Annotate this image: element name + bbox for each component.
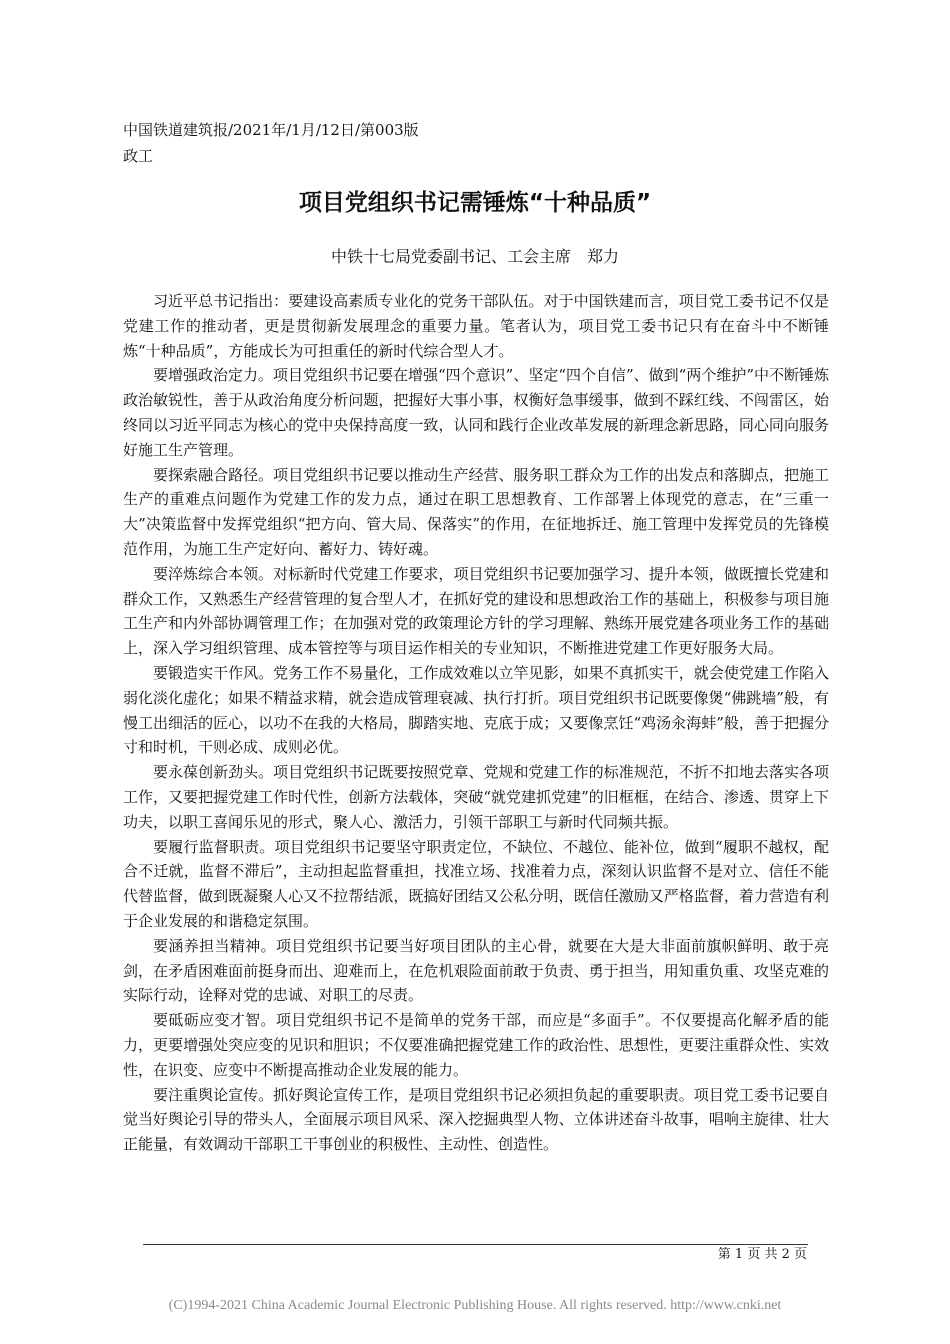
copyright-notice: (C)1994-2021 China Academic Journal Electronic Publishing House. All rights reserved. http://www.cnki.net	[168, 1298, 782, 1313]
paragraph: 要增强政治定力。项目党组织书记要在增强“四个意识”、坚定“四个自信”、做到“两个维护”中不断锤炼政治敏锐性，善于从政治角度分析问题，把握好大事小事，权衡好急事缓事，做到不踩红线、不闯雷区，始终同以习近平同志为核心的党中央保持高度一致，认同和践行企业改革发展的新理念新思路，同心同向服务好施工生产管理。	[123, 366, 830, 459]
section-label: 政工	[123, 147, 154, 165]
paragraph: 要永葆创新劲头。项目党组织书记既要按照党章、党规和党建工作的标准规范，不折不扣地去落实各项工作，又要把握党建工作时代性，创新方法载体，突破“就党建抓党建”的旧框框，在结合、渗透、贯穿上下功夫，以职工喜闻乐见的形式，聚人心、激活力，引领干部职工与新时代同频共振。	[123, 763, 829, 831]
article-author: 中铁十七局党委副书记、工会主席 郑力	[330, 247, 619, 266]
paragraph: 习近平总书记指出：要建设高素质专业化的党务干部队伍。对于中国铁建而言，项目党工委书记不仅是党建工作的推动者，更是贯彻新发展理念的重要力量。笔者认为，项目党工委书记只有在奋斗中不断锤炼“十种品质”，方能成长为可担重任的新时代综合型人才。	[123, 292, 829, 360]
source-citation: 中国铁道建筑报/2021年/1月/12日/第003版	[123, 121, 419, 139]
paragraph: 要淬炼综合本领。对标新时代党建工作要求，项目党组织书记要加强学习、提升本领，做既擅长党建和群众工作，又熟悉生产经营管理的复合型人才，在抓好党的建设和思想政治工作的基础上，积极参与项目施工生产和内外部协调管理工作；在加强对党的政策理论方针的学习理解、熟练开展党建各项业务工作的基础上，深入学习组织管理、成本管控等与项目运作相关的专业知识，不断推进党建工作更好服务大局。	[123, 564, 829, 658]
paragraph: 要探索融合路径。项目党组织书记要以推动生产经营、服务职工群众为工作的出发点和落脚点，把施工生产的重难点问题作为党建工作的发力点，通过在职工思想教育、工作部署上体现党的意志，在“三重一大”决策监督中发挥党组织“把方向、管大局、保落实”的作用，在征地拆迁、施工管理中发挥党员的先锋模范作用，为施工生产定好向、蓄好力、铸好魂。	[123, 465, 829, 558]
paragraph: 要砥砺应变才智。项目党组织书记不是简单的党务干部，而应是“多面手”。不仅要提高化解矛盾的能力，更要增强处突应变的见识和胆识；不仅要准确把握党建工作的政治性、思想性，更要注重群众性、实效性，在识变、应变中不断提高推动企业发展的能力。	[123, 1011, 829, 1079]
page-number: 第 1 页 共 2 页	[717, 1247, 807, 1262]
footer-divider	[143, 1244, 808, 1245]
paragraph: 要锻造实干作风。党务工作不易量化，工作成效难以立竿见影，如果不真抓实干，就会使党建工作陷入弱化淡化虚化；如果不精益求精，就会造成管理衰减、执行打折。项目党组织书记既要像煲“佛跳墙”般，有慢工出细活的匠心，以功不在我的大格局，脚踏实地、克底于成；又要像烹饪“鸡汤汆海蚌”般，善于把握分寸和时机，干则必成、成则必优。	[123, 663, 829, 757]
paragraph: 要履行监督职责。项目党组织书记要坚守职责定位，不缺位、不越位、能补位，做到“履职不越权，配合不迁就，监督不滞后”，主动担起监督重担，找准立场、找准着力点，深刻认识监督不是对立、信任不能代替监督，做到既凝聚人心又不拉帮结派，既搞好团结又公私分明，既信任激励又严格监督，着力营造有利于企业发展的和谐稳定氛围。	[123, 837, 829, 930]
paragraph: 要涵养担当精神。项目党组织书记要当好项目团队的主心骨，就要在大是大非面前旗帜鲜明、敢于亮剑，在矛盾困难面前挺身而出、迎难而上，在危机艰险面前敢于负责、勇于担当，用知重负重、攻坚克难的实际行动，诠释对党的忠诚、对职工的尽责。	[123, 936, 829, 1005]
article-body	[123, 289, 829, 1157]
article-title: 项目党组织书记需锤炼“十种品质”	[298, 190, 652, 216]
paragraph: 要注重舆论宣传。抓好舆论宣传工作，是项目党组织书记必须担负起的重要职责。项目党工委书记要自觉当好舆论引导的带头人，全面展示项目风采、深入挖掘典型人物、立体讲述奋斗故事，唱响主旋律、壮大正能量，有效调动干部职工干事创业的积极性、主动性、创造性。	[123, 1085, 829, 1154]
